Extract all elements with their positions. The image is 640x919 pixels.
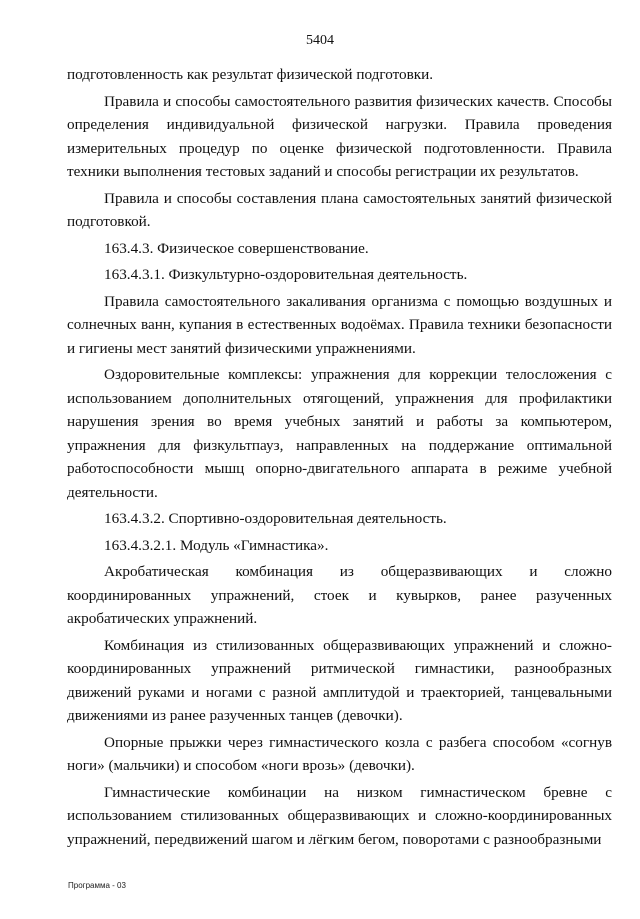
section-heading-163-4-3-2: 163.4.3.2. Спортивно-оздоровительная деятельность. bbox=[104, 510, 447, 527]
paragraph-1: подготовленность как результат физической подготовки. bbox=[67, 66, 434, 83]
section-heading-163-4-3-1: 163.4.3.1. Физкультурно-оздоровительная деятельность. bbox=[104, 266, 468, 283]
section-heading-163-4-3: 163.4.3. Физическое совершенствование. bbox=[104, 239, 369, 257]
paragraph-11: Комбинация из стилизованных общеразвивающих упражнений и сложно-координированных упражнений ритмической гимнастики, разнообразных движений руками и ногами с разной амплитудой и траекторией, танцевальными движениями из ранее разученных танцев (девочки). bbox=[67, 636, 612, 724]
document-body bbox=[67, 63, 612, 851]
paragraph-13: Гимнастические комбинации на низком гимнастическом бревне с использованием стилизованных общеразвивающих и сложно-координированных упражнений, передвижений шагом и лёгким бегом, поворотами с разнообразными bbox=[67, 783, 612, 848]
paragraph-10: Акробатическая комбинация из общеразвивающих и сложно координированных упражнений, стоек и кувырков, ранее разученных акробатических упражнений. bbox=[67, 563, 612, 627]
paragraph-3: Правила и способы составления плана самостоятельных занятий физической подготовкой. bbox=[67, 189, 612, 230]
paragraph-7: Оздоровительные комплексы: упражнения для коррекции телосложения с использованием дополнительных отягощений, упражнения для профилактики нарушения зрения во время учебных занятий и работы за компьютером, упражнения для физкультпауз, направленных на поддержание оптимальной работоспособности мышц опорно-двигательного аппарата в режиме учебной деятельности. bbox=[67, 366, 612, 501]
page-number: 5404 bbox=[306, 33, 334, 48]
paragraph-6: Правила самостоятельного закаливания организма с помощью воздушных и солнечных ванн, купания в естественных водоёмах. Правила техники безопасности и гигиены мест занятий физическими упражнениями. bbox=[67, 292, 612, 357]
paragraph-2: Правила и способы самостоятельного развития физических качеств. Способы определения индивидуальной физической нагрузки. Правила проведения измерительных процедур по оценке физической подготовленности. Правила техники выполнения тестовых заданий и способы регистрации их результатов. bbox=[67, 92, 612, 180]
paragraph-12: Опорные прыжки через гимнастического козла с разбега способом «согнув ноги» (мальчики) и способом «ноги врозь» (девочки). bbox=[67, 733, 612, 774]
footer-label: Программа - 03 bbox=[68, 881, 126, 890]
section-heading-163-4-3-2-1: 163.4.3.2.1. Модуль «Гимнастика». bbox=[104, 536, 329, 554]
